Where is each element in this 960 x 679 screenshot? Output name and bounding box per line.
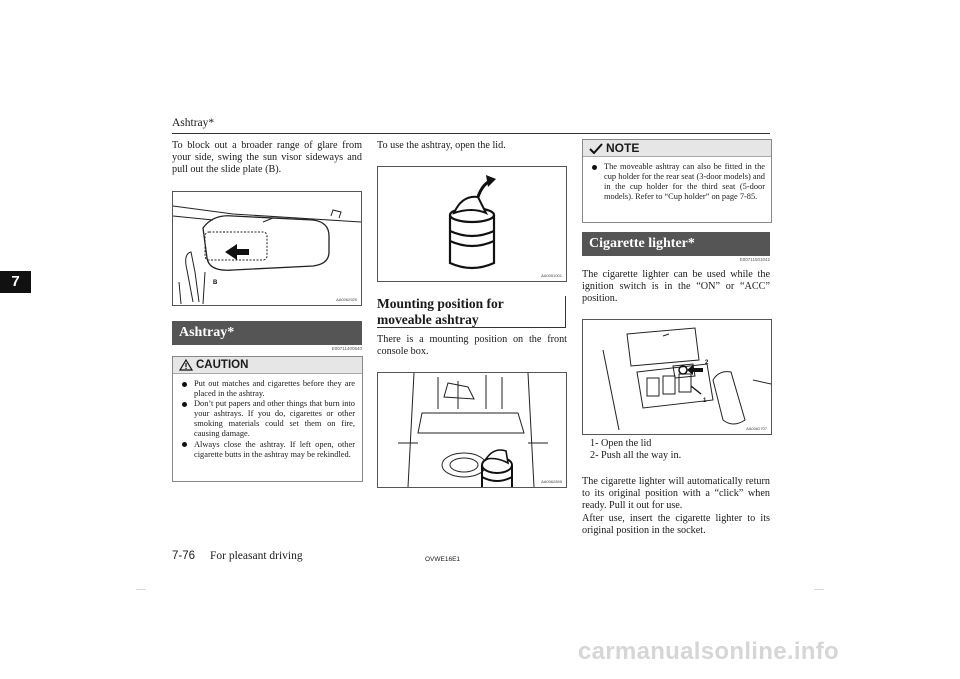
caution-item: [182, 440, 355, 460]
ashtray-open-figure: [377, 166, 567, 282]
caution-item: [182, 399, 355, 439]
document-code: OVWE16E1: [425, 556, 461, 563]
console-illustration: [378, 373, 566, 487]
label-b: B: [213, 280, 218, 286]
figure-code: AA0062925: [336, 297, 357, 302]
label-1: 1: [703, 398, 707, 404]
running-header: Ashtray*: [172, 117, 215, 129]
lighter-intro-text: The cigarette lighter can be used while the ignition switch is in the “ON” or “ACC” position.: [582, 269, 770, 305]
note-text: The moveable ashtray can also be fitted in the cup holder for the rear seat (3-door models) and in the cup holder for the third seat (5-door models). Refer to “Cup holder” on page 7-85.: [604, 162, 765, 202]
step-item: 2- Push all the way in.: [590, 450, 682, 462]
note-item: [592, 162, 765, 202]
figure-code: AA0051001: [541, 273, 562, 278]
label-2: 2: [705, 360, 709, 366]
mount-text: There is a mounting position on the front console box.: [377, 334, 567, 358]
step-list: [590, 438, 768, 462]
step-item: 1- Open the lid: [590, 438, 652, 449]
lighter-section-code: E00711501042: [739, 257, 770, 262]
mount-heading-box: [377, 296, 566, 328]
crop-mark: [814, 589, 824, 590]
caution-item-text: Don’t put papers and other things that burn into your ashtrays. If you do, cigarettes or other smoking materials could set them on fire, causing damage.: [194, 399, 355, 439]
ashtray-heading: Ashtray*: [172, 321, 362, 345]
caution-header: [173, 357, 362, 374]
mount-heading: Mounting position for moveable ashtray: [377, 296, 504, 327]
note-title: NOTE: [606, 141, 640, 155]
lighter-return-text: The cigarette lighter will automatically return to its original position with a “click” when ready. Pull it out for use.: [582, 476, 770, 512]
lighter-illustration: [583, 320, 771, 434]
caution-item-text: Put out matches and cigarettes before they are placed in the ashtray.: [194, 379, 355, 399]
crop-mark: [136, 589, 146, 590]
note-header: [583, 140, 771, 157]
caution-title: CAUTION: [196, 359, 249, 371]
visor-intro-text: To block out a broader range of glare from your side, swing the sun visor sideways and pull out the slide plate (B).: [172, 140, 362, 176]
watermark: carmanualsonline.info: [578, 638, 840, 665]
figure-code: AA0062895: [541, 479, 562, 484]
bullet-icon: [182, 382, 187, 387]
console-figure: [377, 372, 567, 488]
sun-visor-illustration: [173, 192, 361, 305]
bullet-icon: [592, 165, 597, 170]
caution-box: [172, 356, 363, 482]
bullet-icon: [182, 402, 187, 407]
bullet-icon: [182, 442, 187, 447]
note-check-icon: [589, 143, 603, 154]
warning-triangle-icon: [179, 359, 193, 371]
header-rule: [172, 133, 770, 134]
ashtray-illustration: [378, 167, 566, 281]
ashtray-open-text: To use the ashtray, open the lid.: [377, 140, 506, 151]
caution-item-text: Always close the ashtray. If left open, other cigarette butts in the ashtray may be rekindled.: [194, 439, 355, 459]
chapter-tab: 7: [0, 271, 31, 293]
ashtray-section-code: E00711400640: [331, 346, 362, 351]
sun-visor-figure: [172, 191, 362, 306]
caution-item: [182, 379, 355, 399]
lighter-figure: [582, 319, 772, 435]
page-number: 7-76: [172, 550, 196, 562]
lighter-heading: Cigarette lighter*: [582, 232, 770, 256]
figure-code: AA0062707: [746, 426, 767, 431]
section-name: For pleasant driving: [210, 550, 303, 562]
note-box: [582, 139, 772, 223]
lighter-after-use-text: After use, insert the cigarette lighter to its original position in the socket.: [582, 513, 770, 537]
